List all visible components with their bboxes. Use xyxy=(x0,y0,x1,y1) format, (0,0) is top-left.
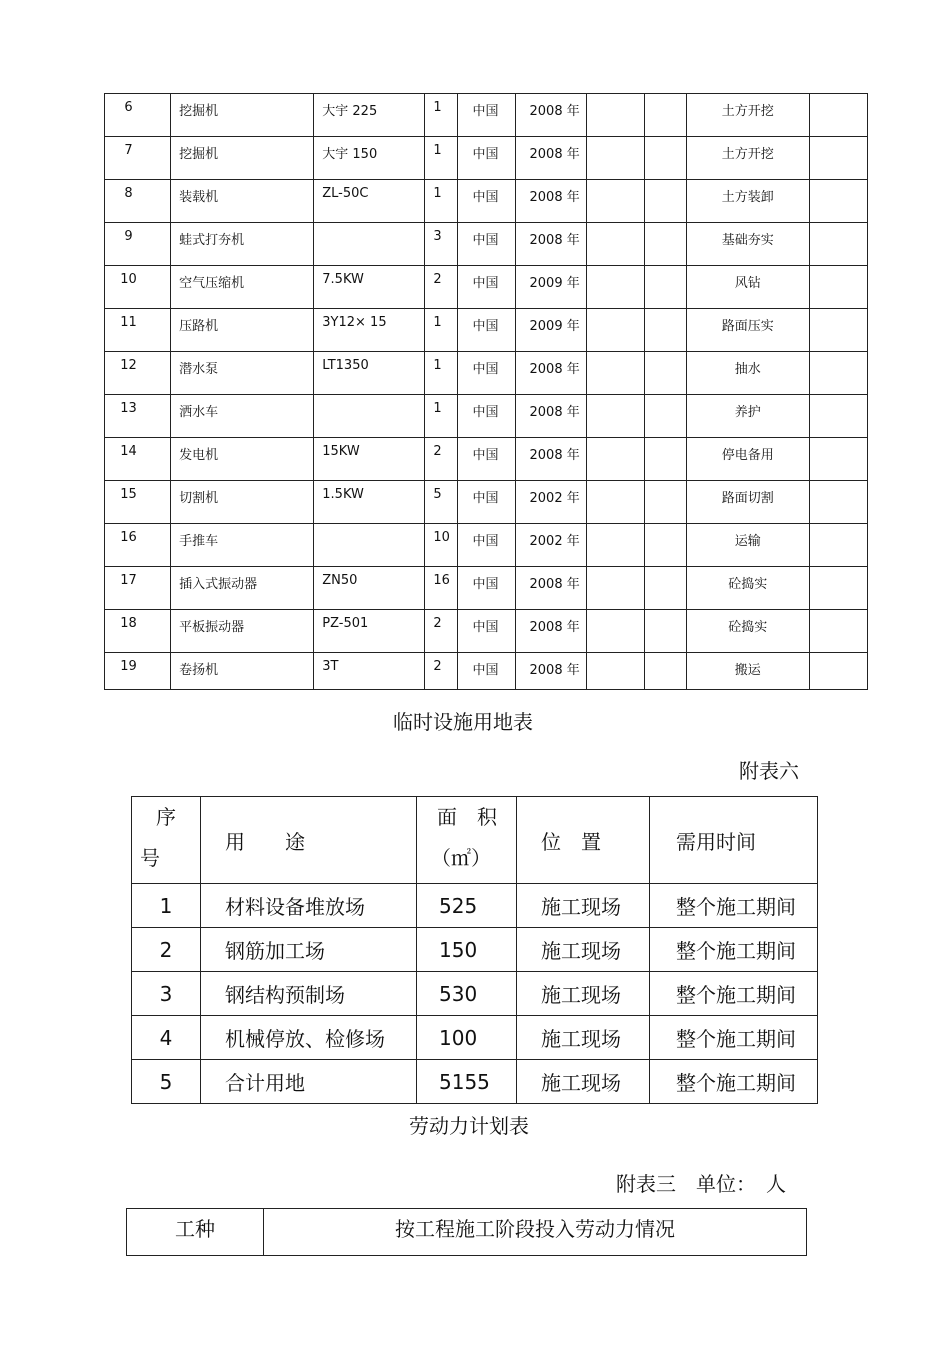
table-cell: 挖掘机 xyxy=(171,94,314,137)
table-cell: 停电备用 xyxy=(686,438,809,481)
table-row xyxy=(105,438,868,481)
table-cell: 11 xyxy=(105,309,171,352)
header-stage: 按工程施工阶段投入劳动力情况 xyxy=(264,1209,807,1256)
table-row xyxy=(105,610,868,653)
table-cell: 中国 xyxy=(458,266,515,309)
table-cell: 2008 年 xyxy=(515,223,586,266)
table-cell xyxy=(809,438,867,481)
table-cell xyxy=(809,653,867,690)
table-cell: 中国 xyxy=(458,180,515,223)
table-cell xyxy=(809,266,867,309)
table-cell: 合计用地 xyxy=(201,1060,417,1104)
table-cell xyxy=(809,352,867,395)
table-cell: 2 xyxy=(425,610,458,653)
table-cell: 2 xyxy=(132,928,201,972)
table-cell xyxy=(809,137,867,180)
table-cell: 大宇 225 xyxy=(314,94,425,137)
table-cell: 15 xyxy=(105,481,171,524)
table-cell: 7.5KW xyxy=(314,266,425,309)
table-cell xyxy=(644,266,686,309)
table-cell xyxy=(586,137,644,180)
table-cell: 中国 xyxy=(458,137,515,180)
table-cell: 中国 xyxy=(458,352,515,395)
table-cell: 中国 xyxy=(458,309,515,352)
table-cell xyxy=(644,481,686,524)
site-table-header xyxy=(132,797,818,884)
table-cell xyxy=(644,653,686,690)
table-cell xyxy=(586,266,644,309)
table-cell: 1 xyxy=(132,884,201,928)
table-cell xyxy=(586,395,644,438)
table-cell xyxy=(809,610,867,653)
table-cell xyxy=(586,481,644,524)
table-cell: 中国 xyxy=(458,481,515,524)
table-cell xyxy=(586,610,644,653)
equipment-table xyxy=(104,93,868,690)
table-cell xyxy=(644,94,686,137)
table-cell xyxy=(644,567,686,610)
table-cell xyxy=(586,567,644,610)
table-cell xyxy=(586,94,644,137)
table-cell: 2009 年 xyxy=(515,309,586,352)
table-row xyxy=(132,972,818,1016)
table-cell xyxy=(644,137,686,180)
table-cell: 砼捣实 xyxy=(686,610,809,653)
table-row xyxy=(105,395,868,438)
table-cell: 13 xyxy=(105,395,171,438)
table-cell xyxy=(644,524,686,567)
table-cell: 土方装卸 xyxy=(686,180,809,223)
table-cell: 1 xyxy=(425,309,458,352)
table-cell: 施工现场 xyxy=(517,1060,650,1104)
table-cell: 5155 xyxy=(417,1060,517,1104)
table-cell: 钢筋加工场 xyxy=(201,928,417,972)
header-time: 需用时间 xyxy=(650,797,818,884)
table-cell: 蛙式打夯机 xyxy=(171,223,314,266)
table-cell xyxy=(586,524,644,567)
table-cell: 530 xyxy=(417,972,517,1016)
table-cell: 整个施工期间 xyxy=(650,1016,818,1060)
table-cell: 潜水泵 xyxy=(171,352,314,395)
site-table-title: 临时设施用地表 xyxy=(393,710,533,734)
table-cell: 整个施工期间 xyxy=(650,1060,818,1104)
table-cell: ZL-50C xyxy=(314,180,425,223)
table-row xyxy=(105,180,868,223)
table-cell: 路面切割 xyxy=(686,481,809,524)
table-cell xyxy=(314,223,425,266)
table-cell: 机械停放、检修场 xyxy=(201,1016,417,1060)
table-cell xyxy=(644,610,686,653)
table-row xyxy=(105,567,868,610)
table-cell: 8 xyxy=(105,180,171,223)
table-row xyxy=(132,1060,818,1104)
table-cell: 材料设备堆放场 xyxy=(201,884,417,928)
table-cell: 2 xyxy=(425,438,458,481)
table-cell: 施工现场 xyxy=(517,1016,650,1060)
table-cell: 2008 年 xyxy=(515,137,586,180)
table-cell: 3 xyxy=(132,972,201,1016)
table-cell xyxy=(809,567,867,610)
table-cell xyxy=(809,524,867,567)
table-cell: 中国 xyxy=(458,524,515,567)
table-cell: 18 xyxy=(105,610,171,653)
table-cell: 2002 年 xyxy=(515,524,586,567)
table-cell: 手推车 xyxy=(171,524,314,567)
table-cell: 19 xyxy=(105,653,171,690)
table-cell: 1 xyxy=(425,395,458,438)
table-cell: 6 xyxy=(105,94,171,137)
table-cell: 整个施工期间 xyxy=(650,928,818,972)
table-cell: 施工现场 xyxy=(517,884,650,928)
table-cell: 插入式振动器 xyxy=(171,567,314,610)
header-trade: 工种 xyxy=(127,1209,264,1256)
table-cell: 施工现场 xyxy=(517,928,650,972)
table-cell: 基础夯实 xyxy=(686,223,809,266)
table-cell: 搬运 xyxy=(686,653,809,690)
table-cell xyxy=(644,438,686,481)
table-cell xyxy=(809,94,867,137)
table-cell: 中国 xyxy=(458,653,515,690)
table-row xyxy=(105,524,868,567)
table-row xyxy=(105,137,868,180)
table-cell xyxy=(644,352,686,395)
header-area-top: 面 积 xyxy=(437,805,497,829)
header-seq xyxy=(132,797,201,884)
table-row xyxy=(105,481,868,524)
header-seq-top: 序 xyxy=(156,805,176,829)
table-cell: 切割机 xyxy=(171,481,314,524)
labor-table-title: 劳动力计划表 xyxy=(409,1114,529,1138)
table-cell: 中国 xyxy=(458,610,515,653)
table-cell xyxy=(644,180,686,223)
table-cell: 大宇 150 xyxy=(314,137,425,180)
table-cell: ZN50 xyxy=(314,567,425,610)
table-cell: 2008 年 xyxy=(515,653,586,690)
table-cell: 发电机 xyxy=(171,438,314,481)
labor-plan-table xyxy=(126,1208,807,1256)
table-cell: 16 xyxy=(105,524,171,567)
table-row xyxy=(105,266,868,309)
header-area xyxy=(417,797,517,884)
table-cell xyxy=(586,309,644,352)
table-cell: 1 xyxy=(425,137,458,180)
table-cell xyxy=(314,395,425,438)
table-cell xyxy=(586,653,644,690)
table-cell: 2008 年 xyxy=(515,610,586,653)
table-cell: 中国 xyxy=(458,567,515,610)
table-cell: 16 xyxy=(425,567,458,610)
table-cell: 3Y12× 15 xyxy=(314,309,425,352)
table-cell xyxy=(586,438,644,481)
table-cell: 100 xyxy=(417,1016,517,1060)
table-cell: 整个施工期间 xyxy=(650,972,818,1016)
table-cell: 3T xyxy=(314,653,425,690)
table-cell: 5 xyxy=(132,1060,201,1104)
labor-table-header xyxy=(127,1209,807,1256)
table-cell: 4 xyxy=(132,1016,201,1060)
table-cell: 砼捣实 xyxy=(686,567,809,610)
table-cell: 中国 xyxy=(458,438,515,481)
table-cell: 钢结构预制场 xyxy=(201,972,417,1016)
table-cell: 施工现场 xyxy=(517,972,650,1016)
table-cell: 2008 年 xyxy=(515,94,586,137)
table-cell: 整个施工期间 xyxy=(650,884,818,928)
table-cell: 1 xyxy=(425,180,458,223)
table-row xyxy=(132,1016,818,1060)
table-cell: 中国 xyxy=(458,223,515,266)
table-cell: 洒水车 xyxy=(171,395,314,438)
header-use: 用 途 xyxy=(201,797,417,884)
table-cell: 中国 xyxy=(458,94,515,137)
site-table-note: 附表六 xyxy=(739,759,799,783)
table-cell xyxy=(809,223,867,266)
table-cell xyxy=(586,180,644,223)
table-cell: 土方开挖 xyxy=(686,137,809,180)
table-cell: 14 xyxy=(105,438,171,481)
table-cell: 2008 年 xyxy=(515,352,586,395)
table-cell xyxy=(644,223,686,266)
table-row xyxy=(105,653,868,690)
table-cell: 15KW xyxy=(314,438,425,481)
table-cell: 3 xyxy=(425,223,458,266)
table-row xyxy=(105,309,868,352)
table-cell: LT1350 xyxy=(314,352,425,395)
table-cell: 2008 年 xyxy=(515,395,586,438)
table-cell: 平板振动器 xyxy=(171,610,314,653)
table-cell: 9 xyxy=(105,223,171,266)
table-cell xyxy=(644,309,686,352)
table-cell xyxy=(809,481,867,524)
table-cell: 150 xyxy=(417,928,517,972)
table-cell xyxy=(314,524,425,567)
table-cell: 抽水 xyxy=(686,352,809,395)
table-cell: 2 xyxy=(425,266,458,309)
table-cell xyxy=(809,309,867,352)
table-cell: 养护 xyxy=(686,395,809,438)
table-cell xyxy=(644,395,686,438)
table-cell: 2002 年 xyxy=(515,481,586,524)
table-row xyxy=(105,352,868,395)
table-cell xyxy=(586,352,644,395)
header-area-bottom: （㎡） xyxy=(431,846,491,870)
header-seq-bottom: 号 xyxy=(140,846,160,870)
site-use-table xyxy=(131,796,818,1104)
table-cell xyxy=(586,223,644,266)
table-cell: 路面压实 xyxy=(686,309,809,352)
table-row xyxy=(132,884,818,928)
table-cell: 525 xyxy=(417,884,517,928)
table-cell: 压路机 xyxy=(171,309,314,352)
table-cell: 空气压缩机 xyxy=(171,266,314,309)
table-cell: 2009 年 xyxy=(515,266,586,309)
table-cell: 2 xyxy=(425,653,458,690)
header-location: 位 置 xyxy=(517,797,650,884)
table-cell: 17 xyxy=(105,567,171,610)
table-cell: 7 xyxy=(105,137,171,180)
table-row xyxy=(105,94,868,137)
table-cell: 12 xyxy=(105,352,171,395)
table-cell: 1 xyxy=(425,352,458,395)
table-cell: PZ-501 xyxy=(314,610,425,653)
table-cell: 5 xyxy=(425,481,458,524)
table-cell: 挖掘机 xyxy=(171,137,314,180)
table-cell: 1 xyxy=(425,94,458,137)
table-cell: 10 xyxy=(105,266,171,309)
table-cell: 中国 xyxy=(458,395,515,438)
table-cell: 运输 xyxy=(686,524,809,567)
table-cell: 风钻 xyxy=(686,266,809,309)
table-row xyxy=(132,928,818,972)
table-cell: 土方开挖 xyxy=(686,94,809,137)
labor-table-note: 附表三 单位： 人 xyxy=(616,1172,786,1196)
table-cell: 2008 年 xyxy=(515,180,586,223)
table-cell: 卷扬机 xyxy=(171,653,314,690)
table-cell: 装载机 xyxy=(171,180,314,223)
table-cell: 2008 年 xyxy=(515,567,586,610)
table-cell xyxy=(809,395,867,438)
table-cell: 1.5KW xyxy=(314,481,425,524)
table-cell xyxy=(809,180,867,223)
table-cell: 2008 年 xyxy=(515,438,586,481)
table-cell: 10 xyxy=(425,524,458,567)
table-row xyxy=(105,223,868,266)
